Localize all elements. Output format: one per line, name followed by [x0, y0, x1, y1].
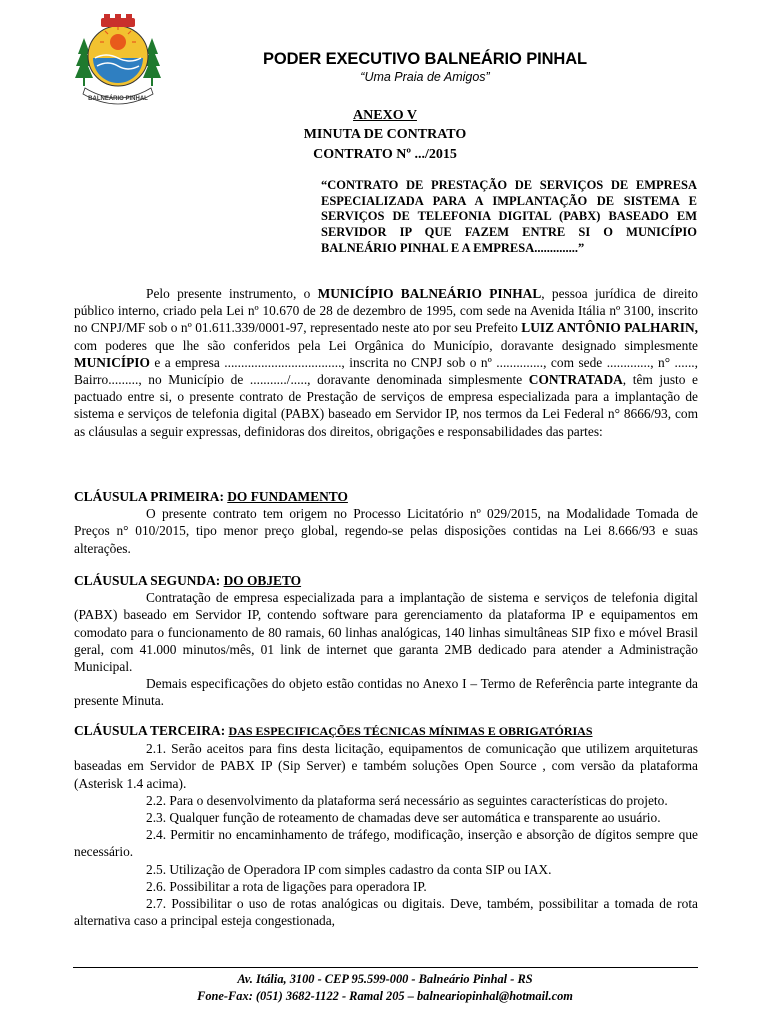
clause-heading: CLÁUSULA PRIMEIRA: DO FUNDAMENTO [74, 489, 348, 504]
clause-item: 2.5. Utilização de Operadora IP com simples cadastro da conta SIP ou IAX. [146, 861, 552, 877]
page-footer [0, 971, 770, 1005]
footer-address: Av. Itália, 3100 - CEP 95.599-000 - Balneário Pinhal - RS [237, 972, 533, 986]
clause-item: 2.4. Permitir no encaminhamento de tráfego, modificação, inserção e absorção de dígitos sempre que necessário. [74, 827, 698, 860]
clause-primeira [74, 488, 698, 557]
clause-item: 2.2. Para o desenvolvimento da plataforma será necessário as seguintes características do projeto. [146, 792, 668, 808]
clause-item: 2.1. Serão aceitos para fins desta licitação, equipamentos de comunicação que utilizem arquiteturas baseadas em Servidor de PABX IP (Sip Server) e também soluções Open Source , com versão da plataforma (Asterisk 1.4 acima). [74, 741, 698, 791]
clause-item: 2.7. Possibilitar o uso de rotas analógicas ou digitais. Deve, também, possibilitar a tomada de rota alternativa caso a principal esteja congestionada, [74, 896, 698, 929]
header-title: PODER EXECUTIVO BALNEÁRIO PINHAL [262, 50, 588, 68]
annex-title: ANEXO V [353, 108, 417, 123]
svg-text:BALNEÁRIO PINHAL: BALNEÁRIO PINHAL [88, 96, 148, 102]
minuta-title: MINUTA DE CONTRATO [303, 127, 467, 142]
clause-item: 2.3. Qualquer função de roteamento de chamadas deve ser automática e transparente ao usuário. [146, 810, 661, 826]
clause-text: Demais especificações do objeto estão contidas no Anexo I – Termo de Referência parte integrante da presente Minuta. [74, 676, 698, 709]
header-subtitle: “Uma Praia de Amigos” [360, 70, 490, 84]
clause-heading: CLÁUSULA TERCEIRA: DAS ESPECIFICAÇÕES TÉCNICAS MÍNIMAS E OBRIGATÓRIAS [74, 723, 593, 738]
contract-summary-quote: “CONTRATO DE PRESTAÇÃO DE SERVIÇOS DE EMPRESA ESPECIALIZADA PARA A IMPLANTAÇÃO DE SISTEMA E SERVIÇOS DE TELEFONIA DIGITAL (PABX) BASEADO EM SERVIDOR IP QUE FAZEM ENTRE SI O MUNICÍPIO BALNEÁRIO PINHAL E A EMPRESA..............” [321, 178, 697, 255]
clause-text: O presente contrato tem origem no Processo Licitatório nº 029/2015, na Modalidade Tomada de Preços n° 010/2015, tipo menor preço global, regendo-se pelas disposições contidas na Lei 8.666/93 e suas alterações. [74, 506, 698, 556]
footer-divider [73, 967, 698, 968]
intro-paragraph: Pelo presente instrumento, o MUNICÍPIO BALNEÁRIO PINHAL, pessoa jurídica de direito público interno, criado pela Lei nº 10.670 de 28 de dezembro de 1995, com sede na Avenida Itália nº 3100, inscrito no CNPJ/MF sob o nº 01.611.339/0001-97, representado neste ato por seu Prefeito LUIZ ANTÔNIO PALHARIN, com poderes que lhe são conferidos pela Lei Orgânica do Município, doravante designado simplesmente MUNICÍPIO e a empresa ..................................., inscrita no CNPJ sob o nº .............., com sede ............., n° ......, Bairro........., no Município de .........../....., doravante denominada simplesmente CONTRATADA, têm justo e pactuado entre si, o presente contrato de Prestação de serviços de empresa especializada para a implantação de sistema e serviços de telefonia digital (PABX) baseado em Servidor IP, nos termos da Lei Federal n° 8666/93, com as cláusulas a seguir expressas, definidoras dos direitos, obrigações e responsabilidades das partes: [74, 286, 698, 439]
contract-number: CONTRATO Nº .../2015 [313, 147, 457, 162]
clause-terceira [74, 722, 698, 929]
clause-heading: CLÁUSULA SEGUNDA: DO OBJETO [74, 573, 302, 588]
clause-segunda [74, 572, 698, 710]
clause-text: Contratação de empresa especializada para a implantação de sistema e serviços de telefonia digital (PABX) baseado em Servidor IP, contendo software para gerenciamento da plataforma IP e equipamentos em comodato para o funcionamento de 80 ramais, 60 linhas analógicas, 140 linhas simultâneas SIP fixo e móvel Brasil geral, com 41.000 minutos/mês, 01 link de internet que garanta 2MB dedicado para atender a Administração Municipal. [74, 590, 698, 675]
clause-item: 2.6. Possibilitar a rota de ligações para operadora IP. [146, 878, 427, 894]
footer-contact: Fone-Fax: (051) 3682-1122 - Ramal 205 – balneariopinhal@hotmail.com [197, 989, 573, 1003]
